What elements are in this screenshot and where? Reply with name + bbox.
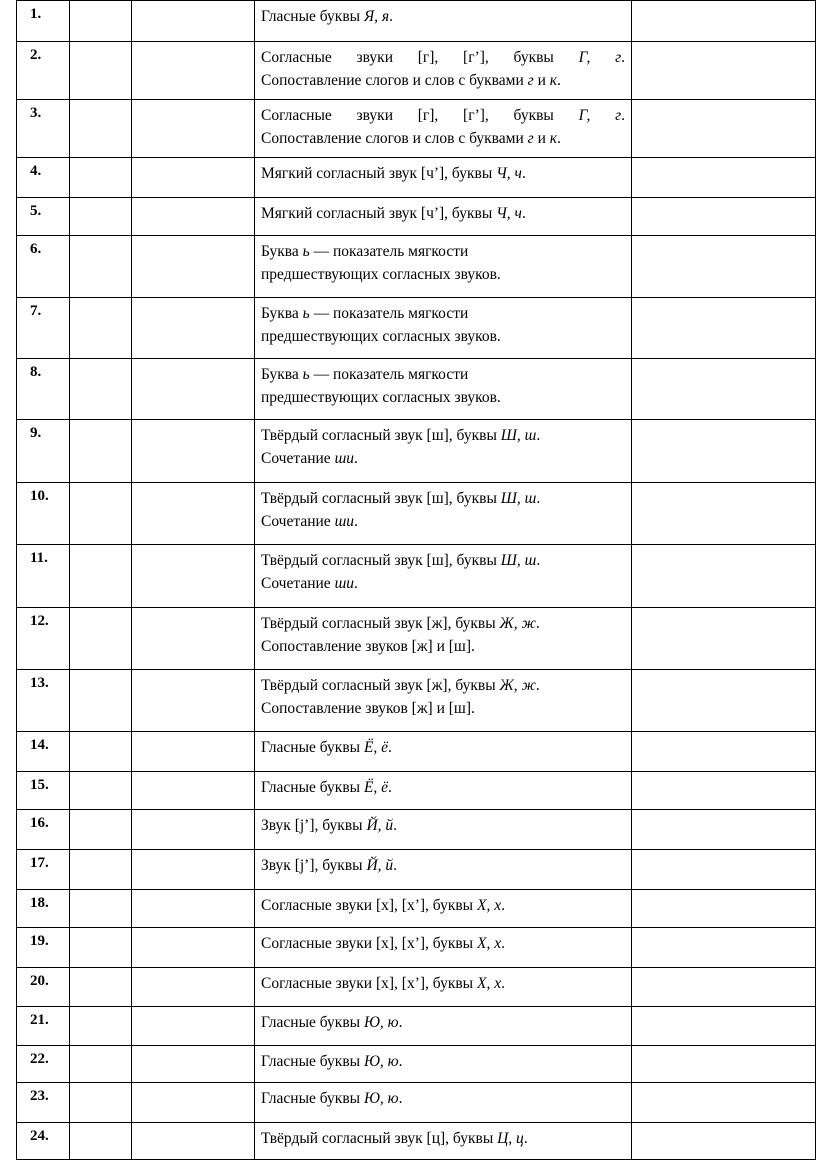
topic-text: . xyxy=(536,552,541,569)
lesson-topic xyxy=(255,483,632,545)
topic-text: Твёрдый согласный звук [ш], буквы xyxy=(261,490,501,507)
topic-text: Сопоставление слогов и слов с буквами xyxy=(261,130,528,147)
topic-line xyxy=(261,635,625,658)
italic-letter-text: Ж, ж xyxy=(499,615,536,632)
italic-letter-text: ши xyxy=(334,513,355,530)
table-row xyxy=(17,608,816,670)
empty-cell-date xyxy=(132,1046,255,1083)
lesson-topic xyxy=(255,810,632,850)
topic-line xyxy=(261,263,625,286)
lesson-number: 5. xyxy=(17,198,70,236)
empty-cell-hours xyxy=(70,608,132,670)
italic-letter-text: Х, х xyxy=(476,897,502,914)
topic-line xyxy=(261,240,625,263)
empty-cell-notes xyxy=(632,608,816,670)
lesson-topic xyxy=(255,236,632,298)
italic-letter-text: Х, х xyxy=(476,935,502,952)
topic-line xyxy=(261,104,625,127)
topic-text: Буква xyxy=(261,305,303,322)
empty-cell-notes xyxy=(632,545,816,608)
italic-letter-text: ь xyxy=(302,366,310,383)
empty-cell-date xyxy=(132,42,255,100)
topic-text: . xyxy=(621,107,626,124)
lesson-plan-table xyxy=(16,0,816,1160)
topic-line xyxy=(261,549,625,572)
italic-letter-text: Г, г xyxy=(578,49,622,66)
empty-cell-notes xyxy=(632,732,816,772)
empty-cell-notes xyxy=(632,158,816,198)
empty-cell-date xyxy=(132,298,255,359)
topic-line xyxy=(261,894,625,917)
italic-letter-text: ши xyxy=(334,575,355,592)
empty-cell-hours xyxy=(70,236,132,298)
empty-cell-date xyxy=(132,158,255,198)
empty-cell-date xyxy=(132,1,255,42)
topic-text: предшествующих согласных звуков. xyxy=(261,389,501,406)
lesson-number: 8. xyxy=(17,359,70,420)
table-row xyxy=(17,1123,816,1160)
empty-cell-notes xyxy=(632,850,816,890)
empty-cell-hours xyxy=(70,42,132,100)
table-row xyxy=(17,968,816,1007)
lesson-number: 10. xyxy=(17,483,70,545)
italic-letter-text: Ш, ш xyxy=(500,552,537,569)
topic-line xyxy=(261,674,625,697)
topic-text: — показатель мягкости xyxy=(309,305,469,322)
topic-text: . xyxy=(398,1014,403,1031)
empty-cell-hours xyxy=(70,1083,132,1123)
lesson-number: 22. xyxy=(17,1046,70,1083)
empty-cell-date xyxy=(132,420,255,483)
lesson-number: 4. xyxy=(17,158,70,198)
italic-letter-text: ь xyxy=(302,243,310,260)
italic-letter-text: Ю, ю xyxy=(363,1053,399,1070)
lesson-number: 23. xyxy=(17,1083,70,1123)
topic-text: Гласные буквы xyxy=(261,1053,364,1070)
topic-line xyxy=(261,386,625,409)
lesson-number: 11. xyxy=(17,545,70,608)
empty-cell-hours xyxy=(70,890,132,928)
topic-text: . xyxy=(389,8,393,25)
topic-text: Звук [j’], буквы xyxy=(261,857,367,874)
empty-cell-notes xyxy=(632,483,816,545)
empty-cell-date xyxy=(132,236,255,298)
lesson-topic xyxy=(255,420,632,483)
topic-text: Твёрдый согласный звук [ш], буквы xyxy=(261,427,501,444)
italic-letter-text: Ш, ш xyxy=(500,490,537,507)
topic-text: Сопоставление звуков [ж] и [ш]. xyxy=(261,700,475,717)
empty-cell-date xyxy=(132,670,255,732)
topic-text: Гласные буквы xyxy=(261,1014,364,1031)
topic-line xyxy=(261,612,625,635)
empty-cell-date xyxy=(132,1083,255,1123)
topic-line xyxy=(261,5,625,28)
topic-line xyxy=(261,127,625,150)
empty-cell-hours xyxy=(70,850,132,890)
topic-text: . xyxy=(388,779,392,796)
empty-cell-notes xyxy=(632,810,816,850)
lesson-number: 7. xyxy=(17,298,70,359)
table-row xyxy=(17,420,816,483)
topic-text: . xyxy=(393,817,398,834)
empty-cell-hours xyxy=(70,810,132,850)
topic-text: Согласные звуки [г], [г’], буквы xyxy=(261,49,579,66)
topic-text: . xyxy=(521,205,526,222)
empty-cell-notes xyxy=(632,236,816,298)
topic-line xyxy=(261,972,625,995)
empty-cell-date xyxy=(132,928,255,968)
italic-letter-text: Ю, ю xyxy=(363,1014,399,1031)
table-row xyxy=(17,1,816,42)
topic-text: Сопоставление звуков [ж] и [ш]. xyxy=(261,638,475,655)
italic-letter-text: Г, г xyxy=(578,107,622,124)
lesson-number: 2. xyxy=(17,42,70,100)
empty-cell-date xyxy=(132,545,255,608)
empty-cell-hours xyxy=(70,1123,132,1160)
lesson-topic xyxy=(255,1,632,42)
empty-cell-notes xyxy=(632,420,816,483)
topic-text: . xyxy=(501,975,505,992)
lesson-topic xyxy=(255,968,632,1007)
lesson-topic xyxy=(255,198,632,236)
topic-text: . xyxy=(621,49,626,66)
table-row xyxy=(17,810,816,850)
italic-letter-text: ь xyxy=(302,305,310,322)
empty-cell-notes xyxy=(632,359,816,420)
topic-text: Звук [j’], буквы xyxy=(261,817,367,834)
topic-text: Согласные звуки [х], [х’], буквы xyxy=(261,975,477,992)
table-row xyxy=(17,359,816,420)
topic-line xyxy=(261,487,625,510)
lesson-topic xyxy=(255,608,632,670)
table-row xyxy=(17,545,816,608)
topic-text: Согласные звуки [х], [х’], буквы xyxy=(261,935,477,952)
empty-cell-hours xyxy=(70,1,132,42)
empty-cell-date xyxy=(132,810,255,850)
topic-text: . xyxy=(535,615,540,632)
topic-text: Сочетание xyxy=(261,513,335,530)
topic-line xyxy=(261,510,625,533)
empty-cell-hours xyxy=(70,928,132,968)
lesson-topic xyxy=(255,890,632,928)
topic-text: и xyxy=(533,72,550,89)
topic-text: Согласные звуки [х], [х’], буквы xyxy=(261,897,477,914)
lesson-topic xyxy=(255,100,632,158)
italic-letter-text: Й, й xyxy=(366,817,394,834)
italic-letter-text: Й, й xyxy=(366,857,394,874)
topic-text: Твёрдый согласный звук [ц], буквы xyxy=(261,1130,498,1147)
empty-cell-date xyxy=(132,890,255,928)
topic-text: Твёрдый согласный звук [ж], буквы xyxy=(261,615,500,632)
empty-cell-date xyxy=(132,483,255,545)
lesson-topic xyxy=(255,732,632,772)
topic-text: Гласные буквы xyxy=(261,739,364,756)
topic-line xyxy=(261,776,625,799)
lesson-topic xyxy=(255,1046,632,1083)
topic-text: Сопоставление слогов и слов с буквами xyxy=(261,72,528,89)
topic-line xyxy=(261,736,625,759)
empty-cell-notes xyxy=(632,1,816,42)
empty-cell-notes xyxy=(632,198,816,236)
table-row xyxy=(17,850,816,890)
italic-letter-text: Ч, ч xyxy=(496,205,522,222)
italic-letter-text: г xyxy=(527,130,534,147)
topic-text: Гласные буквы xyxy=(261,779,364,796)
topic-text: . xyxy=(557,72,561,89)
table-row xyxy=(17,772,816,810)
empty-cell-notes xyxy=(632,890,816,928)
empty-cell-hours xyxy=(70,545,132,608)
italic-letter-text: к xyxy=(549,72,558,89)
empty-cell-hours xyxy=(70,158,132,198)
topic-line xyxy=(261,162,625,185)
topic-text: предшествующих согласных звуков. xyxy=(261,266,501,283)
topic-text: и xyxy=(533,130,550,147)
empty-cell-hours xyxy=(70,298,132,359)
table-row xyxy=(17,890,816,928)
lesson-number: 6. xyxy=(17,236,70,298)
empty-cell-notes xyxy=(632,1046,816,1083)
topic-text: . xyxy=(354,575,358,592)
empty-cell-notes xyxy=(632,1083,816,1123)
lesson-number: 17. xyxy=(17,850,70,890)
topic-line xyxy=(261,1127,625,1150)
italic-letter-text: Ш, ш xyxy=(500,427,537,444)
topic-line xyxy=(261,325,625,348)
lesson-number: 13. xyxy=(17,670,70,732)
topic-text: . xyxy=(523,1130,528,1147)
topic-text: . xyxy=(536,490,541,507)
topic-line xyxy=(261,1011,625,1034)
lesson-number: 24. xyxy=(17,1123,70,1160)
topic-text: . xyxy=(521,165,526,182)
table-row xyxy=(17,483,816,545)
lesson-topic xyxy=(255,670,632,732)
topic-text: Сочетание xyxy=(261,450,335,467)
lesson-topic xyxy=(255,545,632,608)
empty-cell-date xyxy=(132,732,255,772)
topic-line xyxy=(261,572,625,595)
lesson-number: 20. xyxy=(17,968,70,1007)
topic-line xyxy=(261,697,625,720)
topic-text: Гласные буквы xyxy=(261,1090,364,1107)
topic-line xyxy=(261,1050,625,1073)
empty-cell-hours xyxy=(70,483,132,545)
topic-text: предшествующих согласных звуков. xyxy=(261,328,501,345)
italic-letter-text: Ю, ю xyxy=(363,1090,399,1107)
empty-cell-notes xyxy=(632,42,816,100)
italic-letter-text: Я, я xyxy=(363,8,390,25)
table-row xyxy=(17,670,816,732)
lesson-number: 9. xyxy=(17,420,70,483)
lesson-number: 16. xyxy=(17,810,70,850)
lesson-number: 15. xyxy=(17,772,70,810)
empty-cell-date xyxy=(132,198,255,236)
topic-line xyxy=(261,46,625,69)
lesson-topic xyxy=(255,1083,632,1123)
lesson-topic xyxy=(255,1007,632,1046)
lesson-number: 18. xyxy=(17,890,70,928)
topic-line xyxy=(261,424,625,447)
lesson-topic xyxy=(255,928,632,968)
topic-line xyxy=(261,69,625,92)
topic-text: . xyxy=(398,1053,403,1070)
empty-cell-date xyxy=(132,100,255,158)
empty-cell-hours xyxy=(70,772,132,810)
lesson-number: 3. xyxy=(17,100,70,158)
lesson-number: 12. xyxy=(17,608,70,670)
empty-cell-notes xyxy=(632,670,816,732)
empty-cell-date xyxy=(132,1007,255,1046)
topic-line xyxy=(261,814,625,837)
lesson-number: 21. xyxy=(17,1007,70,1046)
lesson-topic xyxy=(255,850,632,890)
topic-text: . xyxy=(393,857,398,874)
lesson-topic xyxy=(255,158,632,198)
topic-line xyxy=(261,302,625,325)
topic-text: Сочетание xyxy=(261,575,335,592)
italic-letter-text: Х, х xyxy=(476,975,502,992)
topic-text: Твёрдый согласный звук [ш], буквы xyxy=(261,552,501,569)
table-row xyxy=(17,928,816,968)
empty-cell-notes xyxy=(632,100,816,158)
topic-text: Буква xyxy=(261,243,303,260)
topic-line xyxy=(261,1087,625,1110)
lesson-number: 14. xyxy=(17,732,70,772)
empty-cell-notes xyxy=(632,772,816,810)
lesson-number: 1. xyxy=(17,1,70,42)
italic-letter-text: Ц, ц xyxy=(497,1130,524,1147)
empty-cell-notes xyxy=(632,1123,816,1160)
lesson-topic xyxy=(255,359,632,420)
topic-text: . xyxy=(354,513,358,530)
empty-cell-date xyxy=(132,968,255,1007)
topic-line xyxy=(261,854,625,877)
empty-cell-hours xyxy=(70,1007,132,1046)
empty-cell-notes xyxy=(632,968,816,1007)
topic-text: Мягкий согласный звук [ч’], буквы xyxy=(261,165,497,182)
topic-text: — показатель мягкости xyxy=(309,243,469,260)
table-row xyxy=(17,1007,816,1046)
italic-letter-text: г xyxy=(527,72,534,89)
table-row xyxy=(17,100,816,158)
empty-cell-notes xyxy=(632,928,816,968)
italic-letter-text: Ё, ё xyxy=(363,779,389,796)
table-row xyxy=(17,732,816,772)
topic-text: . xyxy=(557,130,561,147)
table-row xyxy=(17,42,816,100)
italic-letter-text: Ж, ж xyxy=(499,677,536,694)
empty-cell-hours xyxy=(70,968,132,1007)
topic-text: Мягкий согласный звук [ч’], буквы xyxy=(261,205,497,222)
lesson-topic xyxy=(255,1123,632,1160)
empty-cell-date xyxy=(132,1123,255,1160)
empty-cell-hours xyxy=(70,420,132,483)
empty-cell-hours xyxy=(70,100,132,158)
empty-cell-hours xyxy=(70,732,132,772)
italic-letter-text: к xyxy=(549,130,558,147)
empty-cell-hours xyxy=(70,670,132,732)
topic-line xyxy=(261,363,625,386)
table-row xyxy=(17,298,816,359)
topic-text: . xyxy=(388,739,392,756)
empty-cell-hours xyxy=(70,1046,132,1083)
table-row xyxy=(17,1046,816,1083)
topic-text: Гласные буквы xyxy=(261,8,364,25)
italic-letter-text: ши xyxy=(334,450,355,467)
empty-cell-date xyxy=(132,359,255,420)
topic-text: . xyxy=(398,1090,403,1107)
empty-cell-hours xyxy=(70,198,132,236)
topic-text: Буква xyxy=(261,366,303,383)
topic-text: . xyxy=(501,935,505,952)
italic-letter-text: Ч, ч xyxy=(496,165,522,182)
lesson-topic xyxy=(255,298,632,359)
table-row xyxy=(17,236,816,298)
table-row xyxy=(17,158,816,198)
topic-text: Твёрдый согласный звук [ж], буквы xyxy=(261,677,500,694)
topic-text: . xyxy=(354,450,358,467)
lesson-topic xyxy=(255,42,632,100)
topic-text: Согласные звуки [г], [г’], буквы xyxy=(261,107,579,124)
topic-text: — показатель мягкости xyxy=(309,366,469,383)
empty-cell-date xyxy=(132,772,255,810)
empty-cell-notes xyxy=(632,1007,816,1046)
empty-cell-date xyxy=(132,608,255,670)
empty-cell-hours xyxy=(70,359,132,420)
topic-text: . xyxy=(536,427,541,444)
topic-line xyxy=(261,202,625,225)
empty-cell-notes xyxy=(632,298,816,359)
lesson-number: 19. xyxy=(17,928,70,968)
table-row xyxy=(17,198,816,236)
topic-line xyxy=(261,932,625,955)
topic-text: . xyxy=(535,677,540,694)
topic-text: . xyxy=(501,897,505,914)
table-body xyxy=(17,1,816,1160)
table-row xyxy=(17,1083,816,1123)
empty-cell-date xyxy=(132,850,255,890)
lesson-topic xyxy=(255,772,632,810)
italic-letter-text: Ё, ё xyxy=(363,739,389,756)
topic-line xyxy=(261,447,625,470)
